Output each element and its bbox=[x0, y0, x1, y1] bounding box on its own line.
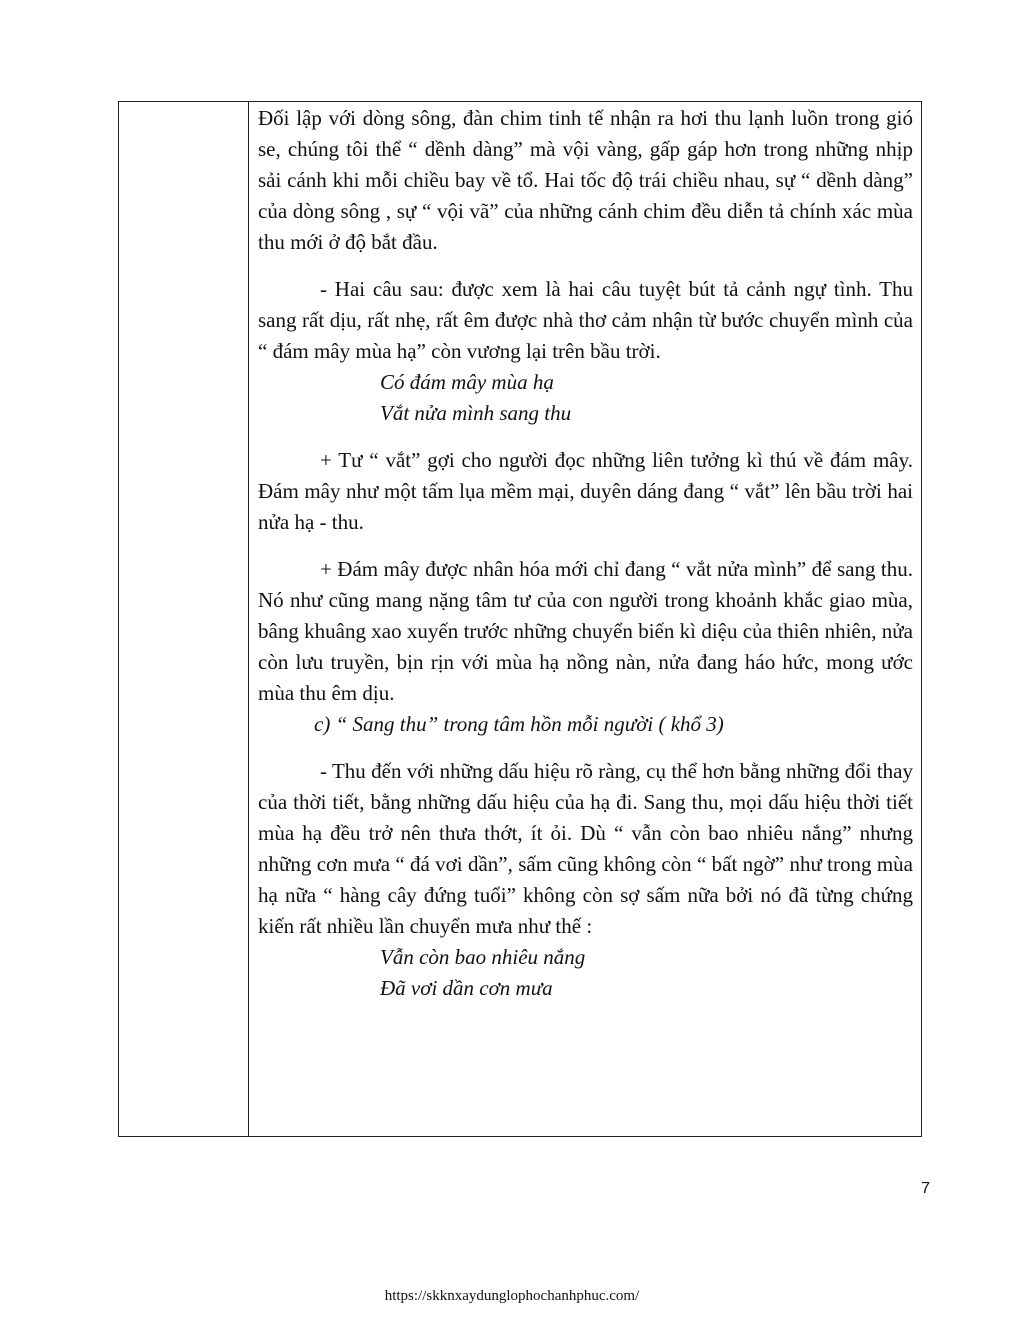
section-heading-c: c) “ Sang thu” trong tâm hồn mỗi người ( khổ 3) bbox=[314, 712, 724, 736]
footer-url[interactable]: https://skknxaydunglophochanhphuc.com/ bbox=[384, 1288, 640, 1304]
paragraph-vat: + Tư “ vắt” gợi cho người đọc những liên tưởng kì thú về đám mây. Đám mây như một tấm lụa mềm mại, duyên dáng đang “ vắt” lên bầu trời hai nửa hạ - thu. bbox=[258, 448, 913, 534]
table-content-cell bbox=[258, 103, 913, 1004]
paragraph-birds: Đối lập với dòng sông, đàn chim tinh tế nhận ra hơi thu lạnh luồn trong gió se, chúng tôi thể “ dềnh dàng” mà vội vàng, gấp gáp hơn trong những nhịp sải cánh khi mỗi chiều bay về tổ. Hai tốc độ trái chiều nhau, sự “ dềnh dàng” của dòng sông , sự “ vội vã” của những cánh chim đều diễn tả chính xác mùa thu mới ở độ bắt đầu. bbox=[258, 106, 913, 254]
page-number: 7 bbox=[921, 1180, 930, 1197]
verse-line-4: Đã vơi dần cơn mưa bbox=[380, 976, 553, 1000]
paragraph-weather: - Thu đến với những dấu hiệu rõ ràng, cụ thể hơn bằng những đổi thay của thời tiết, bằng những dấu hiệu của hạ đi. Sang thu, mọi dấu hiệu thời tiết mùa hạ đều trở nên thưa thớt, ít ỏi. Dù “ vẫn còn bao nhiêu nắng” nhưng những cơn mưa “ đá vơi dần”, sấm cũng không còn “ bất ngờ” như trong mùa hạ nữa “ hàng cây đứng tuổi” không còn sợ sấm nữa bởi nó đã từng chứng kiến rất nhiều lần chuyển mưa như thế : bbox=[258, 759, 913, 938]
paragraph-two-lines: - Hai câu sau: được xem là hai câu tuyệt bút tả cảnh ngự tình. Thu sang rất dịu, rất nhẹ, rất êm được nhà thơ cảm nhận từ bước chuyển mình của “ đám mây mùa hạ” còn vương lại trên bầu trời. bbox=[258, 277, 913, 363]
paragraph-cloud: + Đám mây được nhân hóa mới chỉ đang “ vắt nửa mình” để sang thu. Nó như cũng mang nặng tâm tư của con người trong khoảnh khắc giao mùa, bâng khuâng xao xuyến trước những chuyển biến kì diệu của thiên nhiên, nửa còn lưu truyền, bịn rịn với mùa hạ nồng nàn, nửa đang háo hức, mong ước mùa thu êm dịu. bbox=[258, 557, 913, 705]
verse-line-3: Vẫn còn bao nhiêu nắng bbox=[380, 945, 586, 969]
table-column-divider bbox=[248, 101, 249, 1137]
verse-line-1: Có đám mây mùa hạ bbox=[380, 370, 554, 394]
verse-line-2: Vắt nửa mình sang thu bbox=[380, 401, 572, 425]
